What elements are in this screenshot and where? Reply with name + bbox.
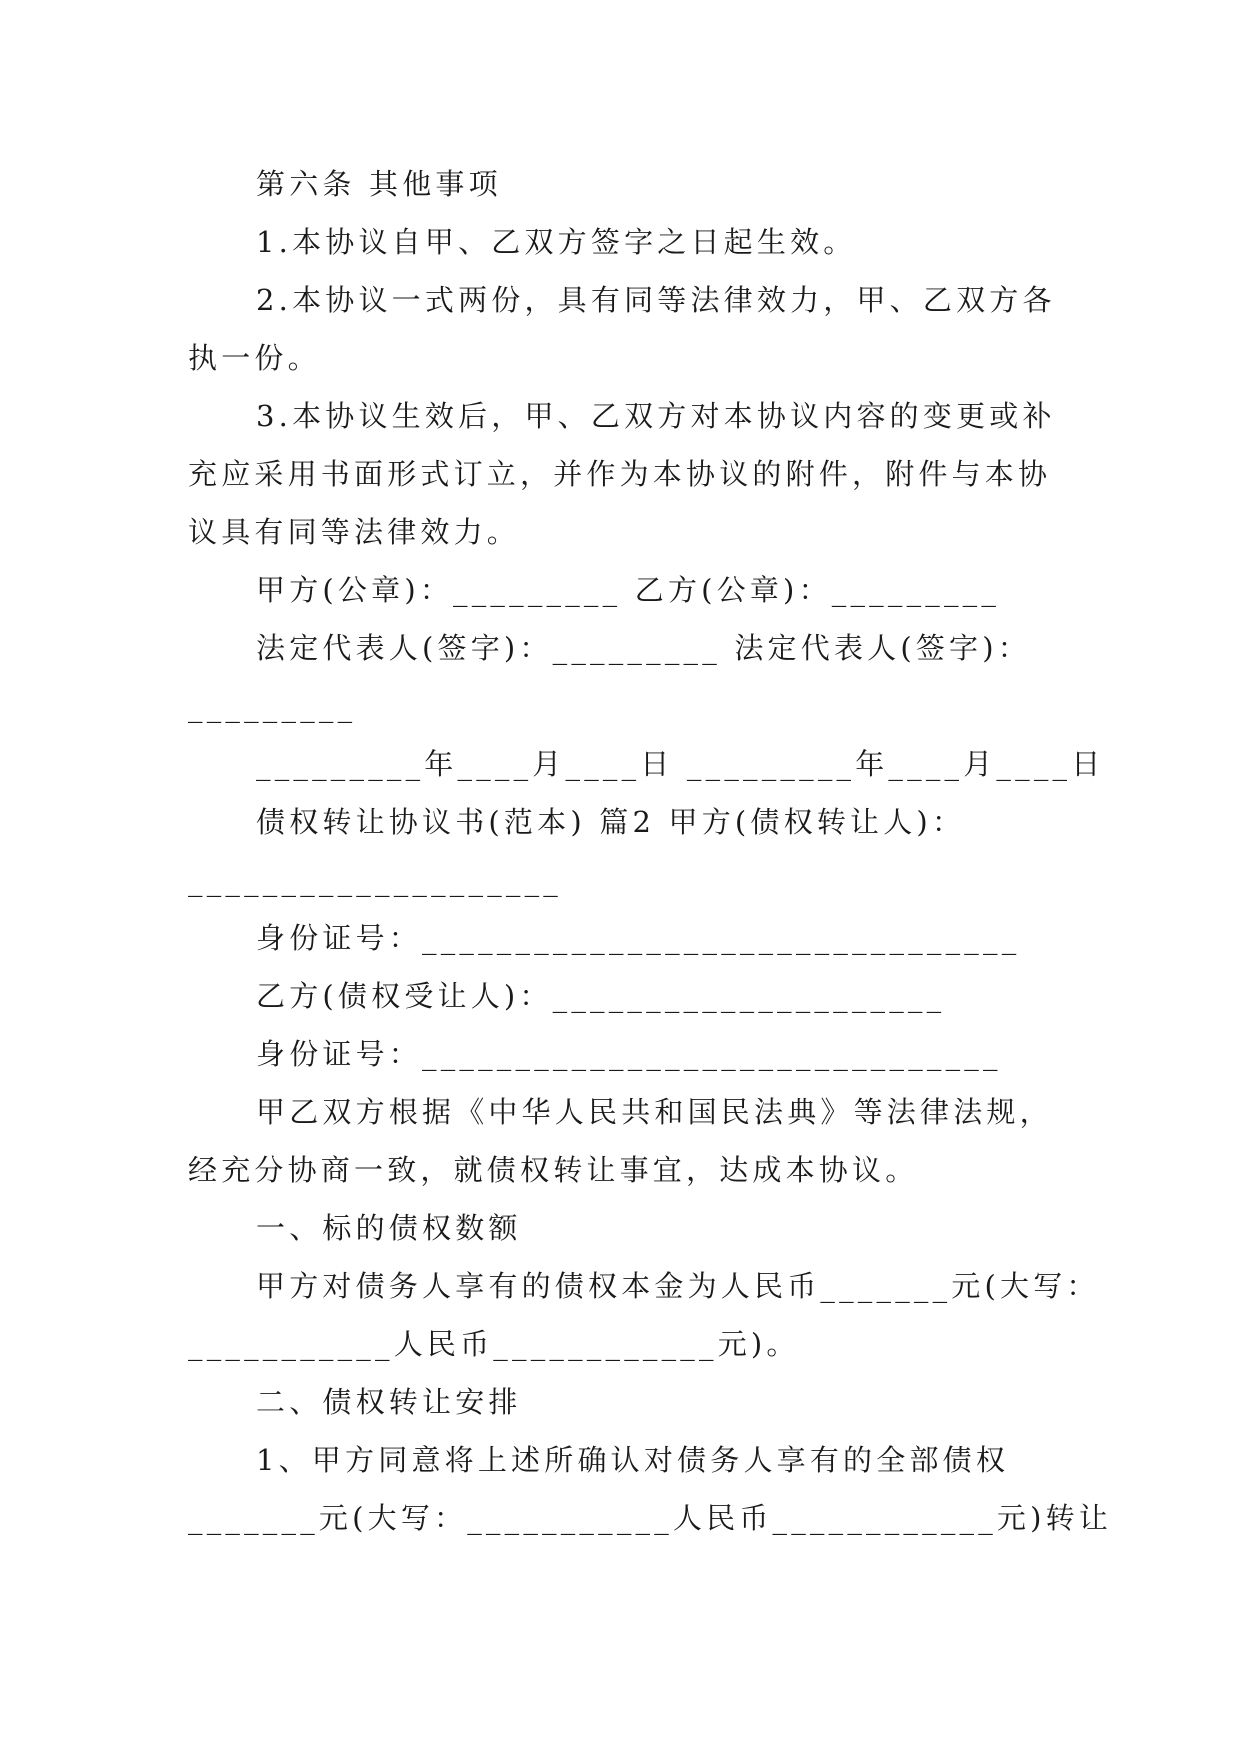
preamble-line-1: 甲乙双方根据《中华人民共和国民法典》等法律法规， [256, 1095, 1053, 1129]
transfer-clause-line-1: 1、甲方同意将上述所确认对债务人享有的全部债权 [256, 1443, 1010, 1477]
preamble-line-2: 经充分协商一致，就债权转让事宜，达成本协议。 [188, 1153, 919, 1187]
article-six-heading: 第六条 其他事项 [256, 167, 502, 201]
transferor-blank: ____________________ [188, 863, 562, 897]
seal-fields: 甲方(公章)：_________ 乙方(公章)：_________ [256, 573, 1001, 607]
clause-effective: 1.本协议自甲、乙双方签字之日起生效。 [256, 225, 857, 259]
clause-amendment-line-3: 议具有同等法律效力。 [188, 515, 521, 549]
clause-copies-line-1: 2.本协议一式两份，具有同等法律效力，甲、乙双方各 [256, 283, 1056, 317]
transferee-field: 乙方(债权受让人)：_____________________ [256, 979, 946, 1013]
principal-amount-line-2: ___________人民币____________元)。 [188, 1327, 800, 1361]
transfer-clause-line-2: _______元(大写：___________人民币____________元)转让 [188, 1501, 1113, 1535]
section-two-heading: 二、债权转让安排 [256, 1385, 522, 1419]
representative-signature-fields: 法定代表人(签字)：_________ 法定代表人(签字)： [256, 631, 1031, 665]
date-fields: _________年____月____日 _________年____月____日 [256, 747, 1105, 781]
transferor-id-field: 身份证号：________________________________ [256, 921, 1021, 955]
transferee-id-field: 身份证号：_______________________________ [256, 1037, 1002, 1071]
clause-copies-line-2: 执一份。 [188, 341, 321, 375]
clause-amendment-line-1: 3.本协议生效后，甲、乙双方对本协议内容的变更或补 [256, 399, 1056, 433]
template-two-heading: 债权转让协议书(范本) 篇2 甲方(债权转让人)： [256, 805, 966, 839]
representative-signature-blank: _________ [188, 689, 357, 723]
principal-amount-line-1: 甲方对债务人享有的债权本金为人民币_______元(大写： [256, 1269, 1100, 1303]
clause-amendment-line-2: 充应采用书面形式订立，并作为本协议的附件，附件与本协 [188, 457, 1052, 491]
section-one-heading: 一、标的债权数额 [256, 1211, 522, 1245]
